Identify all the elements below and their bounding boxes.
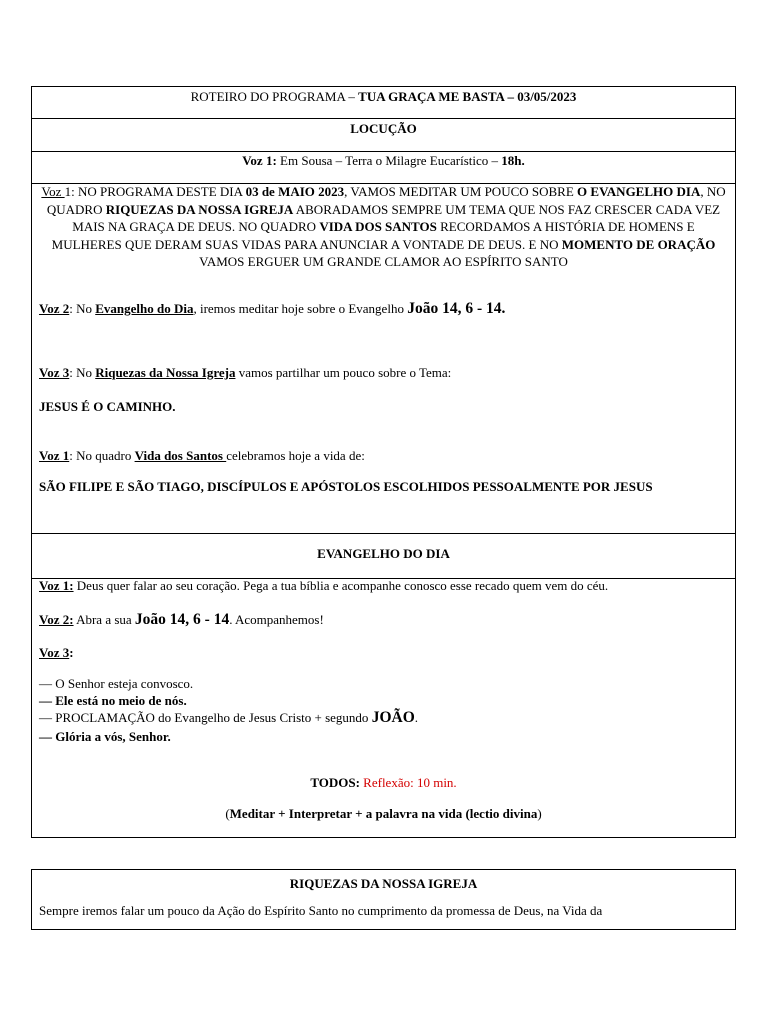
ev-voz1-paragraph	[32, 578, 735, 594]
ev-voz2-reference: João 14, 6 - 14	[134, 611, 230, 628]
intro-riquezas: RIQUEZAS DA NOSSA IGREJA	[105, 201, 294, 217]
title-bold: TUA GRAÇA ME BASTA – 03/05/2023	[358, 89, 577, 104]
ev-line-3-text: — PROCLAMAÇÃO do Evangelho de Jesus Cristo + segundo	[39, 710, 372, 725]
ev-voz3-label: Voz 3	[39, 645, 70, 660]
riquezas-text: Sempre iremos falar um pouco da Ação do Espírito Santo no cumprimento da promessa de Deus, na Vida da	[39, 903, 603, 918]
evangelho-heading-row	[32, 534, 735, 579]
voz1-time: 18h.	[501, 153, 525, 168]
voz1b-paragraph	[32, 448, 735, 464]
ev-line-3-joao: JOÃO	[371, 709, 415, 726]
ev-voz3-paragraph	[32, 645, 735, 661]
voz2-reference: João 14, 6 - 14.	[407, 300, 506, 317]
intro-text-6: VAMOS ERGUER UM GRANDE CLAMOR AO ESPÍRITO SANTO	[199, 254, 568, 269]
voz1-intro-row	[32, 152, 735, 184]
voz3-text-2: vamos partilhar um pouco sobre o Tema:	[235, 365, 452, 380]
voz1b-link: Vida dos Santos	[134, 448, 227, 463]
evangelho-body-row	[32, 579, 735, 836]
voz2-text-2: , iremos meditar hoje sobre o Evangelho	[193, 301, 408, 316]
intro-text-4: ABORADAMOS SEMPRE UM TEMA QUE NOS FAZ CRESCER CADA VEZ MAIS NA GRAÇA DE DEUS. NO QUADRO	[72, 201, 721, 234]
ev-voz1-text: Deus quer falar ao seu coração. Pega a tua bíblia e acompanhe conosco esse recado quem vem do céu.	[73, 578, 609, 593]
riquezas-heading: RIQUEZAS DA NOSSA IGREJA	[289, 876, 478, 891]
meditar-close: )	[537, 806, 542, 821]
ev-line-3-period: .	[414, 710, 418, 725]
voz1-text: Em Sousa – Terra o Milagre Eucarístico –	[276, 153, 502, 168]
evangelho-heading: EVANGELHO DO DIA	[317, 546, 450, 561]
voz1b-santos: SÃO FILIPE E SÃO TIAGO, DISCÍPULOS E APÓSTOLOS ESCOLHIDOS PESSOALMENTE POR JESUS	[39, 479, 653, 494]
voz1b-text-1: : No quadro	[69, 448, 135, 463]
intro-text-5: RECORDAMOS A HISTÓRIA DE HOMENS E MULHERES QUE DERAM SUAS VIDAS PARA ANUNCIAR A VONTADE DE DEUS. E NO	[51, 219, 695, 252]
voz2-label: Voz 2	[39, 301, 70, 316]
ev-voz2-paragraph	[32, 611, 735, 629]
intro-text-2: , VAMOS MEDITAR UM POUCO SOBRE	[344, 184, 578, 199]
ev-line-3	[32, 709, 735, 727]
intro-voz-label: Voz	[41, 184, 65, 199]
title-row	[32, 87, 735, 119]
voz3-tema: JESUS É O CAMINHO.	[39, 399, 176, 414]
riquezas-table	[31, 869, 736, 930]
ev-voz1-label: Voz 1:	[39, 578, 74, 593]
voz2-link: Evangelho do Dia	[95, 301, 194, 316]
voz1b-label: Voz 1	[39, 448, 70, 463]
ev-voz2-label: Voz 2:	[39, 612, 74, 627]
program-table	[31, 86, 736, 838]
intro-momento: MOMENTO DE ORAÇÃO	[561, 236, 716, 252]
meditar-text: Meditar + Interpretar + a palavra na vida (lectio divina	[229, 806, 538, 821]
intro-text-3: , NO QUADRO	[46, 184, 726, 217]
todos-reflexao: Reflexão: 10 min.	[359, 775, 457, 790]
locucao-body-row	[32, 183, 735, 534]
voz3-paragraph	[32, 365, 735, 381]
ev-voz2-text-1: Abra a sua	[73, 612, 135, 627]
intro-date: 03 de MAIO 2023	[245, 184, 345, 199]
intro-evangelho: O EVANGELHO DIA	[577, 184, 701, 199]
ev-line-2: — Ele está no meio de nós.	[39, 693, 187, 708]
locucao-row	[32, 119, 735, 152]
ev-voz3-colon: :	[69, 645, 74, 660]
ev-line-4: — Glória a vós, Senhor.	[39, 729, 171, 744]
ev-line-1: — O Senhor esteja convosco.	[39, 676, 194, 691]
voz1-label: Voz 1:	[242, 153, 277, 168]
intro-vida: VIDA DOS SANTOS	[319, 219, 437, 234]
intro-voz-num: 1:	[64, 184, 75, 199]
title-plain: ROTEIRO DO PROGRAMA –	[190, 89, 359, 104]
meditar-line	[32, 806, 735, 822]
voz1b-text-2: celebramos hoje a vida de:	[226, 448, 365, 463]
todos-line	[32, 775, 735, 791]
ev-voz2-text-2: . Acompanhemos!	[229, 612, 324, 627]
voz3-link: Riquezas da Nossa Igreja	[95, 365, 236, 380]
intro-paragraph	[32, 183, 735, 271]
intro-text-1: NO PROGRAMA DESTE DIA	[74, 184, 246, 199]
voz2-text-1: : No	[69, 301, 96, 316]
locucao-heading: LOCUÇÃO	[350, 121, 417, 136]
voz3-text-1: : No	[69, 365, 96, 380]
todos-label: TODOS:	[310, 775, 360, 790]
voz2-paragraph	[32, 300, 735, 318]
voz3-label: Voz 3	[39, 365, 70, 380]
meditar-open: (	[225, 806, 230, 821]
